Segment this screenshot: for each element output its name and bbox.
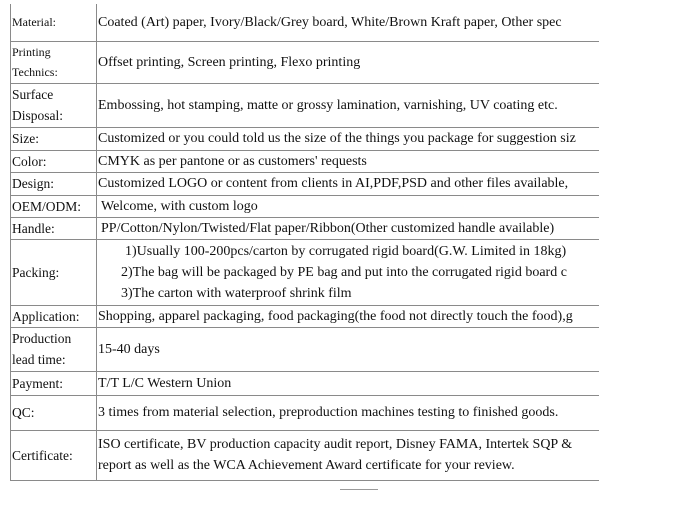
row-label-size: Size: [11, 127, 97, 150]
value-line: CMYK as per pantone or as customers' requests [98, 153, 367, 169]
table-row-certificate [11, 430, 599, 480]
row-value-application [97, 305, 599, 327]
row-value-qc [97, 395, 599, 430]
row-value-production-lead-time [97, 327, 599, 371]
row-label-handle: Handle: [11, 217, 97, 239]
table-row-oem-odm [11, 195, 599, 217]
value-line: report as well as the WCA Achievement Award certificate for your review. [98, 458, 515, 473]
label-text: Production lead time: [12, 331, 72, 367]
row-value-certificate [97, 430, 599, 480]
row-label-application: Application: [11, 305, 97, 327]
row-value-packing [97, 239, 599, 305]
value-line: Customized LOGO or content from clients in AI,PDF,PSD and other files available, [98, 176, 569, 191]
table-row-packing [11, 239, 599, 305]
row-value-handle [97, 217, 599, 239]
row-label-oem-odm: OEM/ODM: [11, 195, 97, 217]
row-label-material: Material: [11, 4, 97, 41]
row-label-printing-technics [11, 41, 97, 83]
row-value-oem-odm [97, 195, 599, 217]
value-line: Coated (Art) paper, Ivory/Black/Grey board, White/Brown Kraft paper, Other spec [98, 14, 562, 30]
row-label-payment: Payment: [11, 371, 97, 395]
row-value-design [97, 172, 599, 195]
table-row-payment [11, 371, 599, 395]
label-text: Surface Disposal: [12, 87, 64, 123]
row-label-color: Color: [11, 150, 97, 172]
bottom-divider [340, 489, 378, 490]
row-label-surface-disposal [11, 83, 97, 127]
row-value-payment [97, 371, 599, 395]
value-line: T/T L/C Western Union [98, 375, 232, 391]
table-row-handle [11, 217, 599, 239]
value-line: Welcome, with custom logo [101, 198, 258, 214]
value-line: 3 times from material selection, preproduction machines testing to finished goods. [98, 405, 559, 420]
row-label-certificate: Certificate: [11, 430, 97, 480]
table-row-production-lead-time [11, 327, 599, 371]
row-value-color [97, 150, 599, 172]
table-row-application [11, 305, 599, 327]
table-row-printing-technics [11, 41, 599, 83]
value-line: Embossing, hot stamping, matte or grossy lamination, varnishing, UV coating etc. [98, 97, 558, 113]
value-line: 15-40 days [98, 341, 160, 357]
value-line: PP/Cotton/Nylon/Twisted/Flat paper/Ribbon(Other customized handle available) [101, 220, 555, 236]
value-line: Offset printing, Screen printing, Flexo printing [98, 54, 361, 70]
table-row-design [11, 172, 599, 195]
value-line: Shopping, apparel packaging, food packaging(the food not directly touch the food),g [98, 308, 573, 324]
table-row-color [11, 150, 599, 172]
row-value-material [97, 4, 599, 41]
table-row-qc [11, 395, 599, 430]
value-line: ISO certificate, BV production capacity audit report, Disney FAMA, Intertek SQP & [98, 437, 573, 452]
value-line: 3)The carton with waterproof shrink film [121, 285, 352, 301]
value-line: 2)The bag will be packaged by PE bag and put into the corrugated rigid board c [121, 264, 567, 280]
value-line: Customized or you could told us the size of the things you package for suggestion siz [98, 131, 576, 146]
value-line: 1)Usually 100-200pcs/carton by corrugated rigid board(G.W. Limited in 18kg) [125, 243, 567, 259]
row-label-qc: QC: [11, 395, 97, 430]
table-row-surface-disposal [11, 83, 599, 127]
spec-table [10, 4, 599, 481]
table-row-size [11, 127, 599, 150]
table-row-material [11, 4, 599, 41]
row-value-size [97, 127, 599, 150]
row-label-packing: Packing: [11, 239, 97, 305]
row-label-production-lead-time [11, 327, 97, 371]
row-value-printing-technics [97, 41, 599, 83]
row-value-surface-disposal [97, 83, 599, 127]
label-text: Printing Technics: [12, 45, 58, 79]
row-label-design: Design: [11, 172, 97, 195]
